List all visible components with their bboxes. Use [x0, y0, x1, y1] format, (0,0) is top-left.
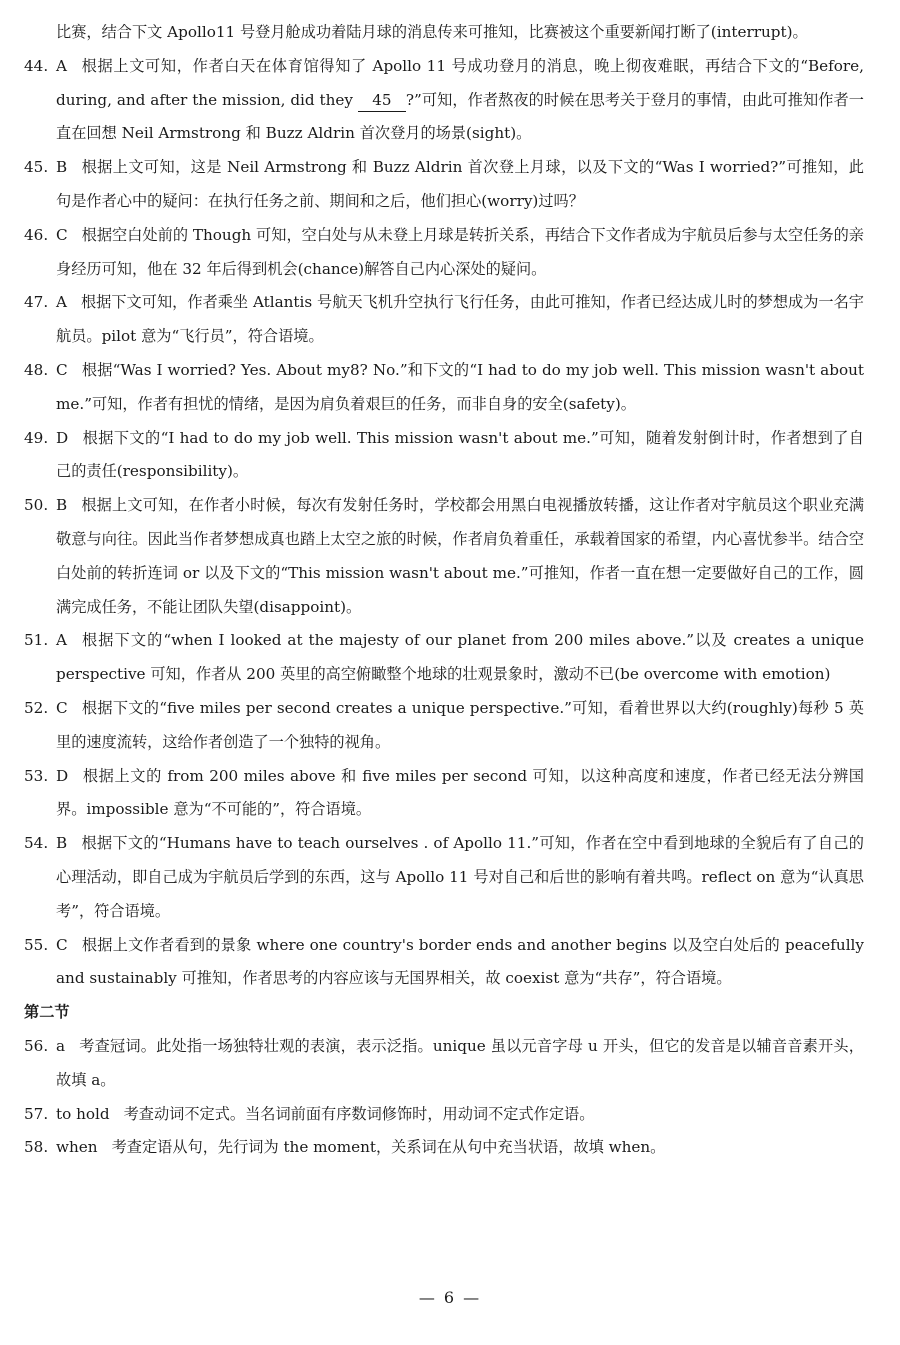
explanation-text: 根据上文作者看到的景象 where one country's border ends and another begins 以及空白处后的 peacefully and sustainably 可推知，作者思考的内容应该与无国界相关，故 coexist 意为“共存”，符合语境。 [56, 935, 864, 988]
answer-letter: B [56, 496, 68, 515]
question-number: 51. [24, 631, 49, 650]
answer-item-47 [24, 286, 864, 354]
explanation-text: 根据上文可知，作者白天在体育馆得知了 Apollo 11 号成功登月的消息，晚上彻夜难眠，再结合下文的“Before, during, and after the mission, did they [56, 56, 864, 109]
question-number: 50. [24, 496, 49, 515]
explanation-text: 根据上文的 from 200 miles above 和 five miles per second 可知，以这种高度和速度，作者已经无法分辨国界。impossible 意为“不可能的”，符合语境。 [56, 766, 864, 819]
answer-item-55 [24, 929, 864, 997]
answer-item-51 [24, 624, 864, 692]
explanation-text: 根据下文可知，作者乘坐 Atlantis 号航天飞机升空执行飞行任务，由此可推知，作者已经达成儿时的梦想成为一名宇航员。pilot 意为“飞行员”，符合语境。 [56, 293, 864, 346]
explanation-text: ?”可知，作者熬夜的时候在思考关于登月的事情，由此可推知作者一直在回想 Neil Armstrong 和 Buzz Aldrin 首次登月的场景(sight)。 [56, 90, 864, 143]
answer-letter: C [56, 935, 68, 954]
question-number: 53. [24, 766, 49, 785]
explanation-text: 根据上文可知，在作者小时候，每次有发射任务时，学校都会用黑白电视播放转播，这让作者对宇航员这个职业充满敬意与向往。因此当作者梦想成真也踏上太空之旅的时候，作者肩负着重任，承载着国家的希望，内心喜忧参半。结合空白处前的转折连词 or 以及下文的“This mission wasn't about me.”可推知，作者一直在想一定要做好自己的工作，圆满完成任务，不能让团队失望(disappoint)。 [56, 496, 864, 616]
answer-word: a [56, 1036, 66, 1055]
question-number: 58. [24, 1138, 49, 1157]
answer-letter: C [56, 360, 68, 379]
answer-item-45 [24, 151, 864, 219]
answer-letter: C [56, 225, 68, 244]
answer-item-56 [24, 1030, 864, 1098]
answer-item-54 [24, 827, 864, 928]
explanation-text: 考查动词不定式。当名词前面有序数词修饰时，用动词不定式作定语。 [123, 1104, 595, 1123]
explanation-text: 考查定语从句，先行词为 the moment，关系词在从句中充当状语，故填 when。 [111, 1138, 666, 1157]
explanation-text: 根据下文的“Humans have to teach ourselves . of Apollo 11.”可知，作者在空中看到地球的全貌后有了自己的心理活动，即自己成为宇航员后学到的东西，这与 Apollo 11 号对自己和后世的影响有着共鸣。reflect on 意为“认真思考”，符合语境。 [56, 834, 864, 920]
answer-item-44 [24, 50, 864, 151]
answer-letter: A [56, 631, 67, 650]
explanation-text: 根据下文的“five miles per second creates a unique perspective.”可知，看着世界以大约(roughly)每秒 5 英里的速度流转，这给作者创造了一个独特的视角。 [56, 698, 864, 751]
answer-letter: B [56, 158, 68, 177]
question-number: 49. [24, 428, 49, 447]
answer-item-49 [24, 422, 864, 490]
answer-item-58 [24, 1131, 864, 1165]
question-number: 54. [24, 834, 49, 853]
answer-letter: D [56, 766, 69, 785]
blank-45: 45 [358, 89, 406, 112]
answer-letter: D [56, 428, 69, 447]
answer-letter: B [56, 834, 68, 853]
question-number: 46. [24, 225, 49, 244]
question-number: 55. [24, 935, 49, 954]
answer-item-52 [24, 692, 864, 760]
question-number: 56. [24, 1036, 49, 1055]
continuation-paragraph: 比赛，结合下文 Apollo11 号登月舱成功着陆月球的消息传来可推知，比赛被这个重要新闻打断了(interrupt)。 [56, 23, 808, 41]
question-number: 48. [24, 360, 49, 379]
answer-item-50 [24, 489, 864, 624]
answer-item-57 [24, 1098, 864, 1132]
question-number: 52. [24, 698, 49, 717]
answer-item-53 [24, 760, 864, 828]
section-heading: 第二节 [24, 1003, 70, 1022]
explanation-text: 根据下文的“when I looked at the majesty of our planet from 200 miles above.”以及 creates a unique perspective 可知，作者从 200 英里的高空俯瞰整个地球的壮观景象时，激动不已(be overcome with emotion) [56, 631, 864, 684]
explanation-text: 根据下文的“I had to do my job well. This mission wasn't about me.”可知，随着发射倒计时，作者想到了自己的责任(responsibility)。 [56, 428, 864, 481]
answer-letter: C [56, 698, 68, 717]
answer-letter: A [56, 293, 67, 312]
explanation-text: 根据“Was I worried? Yes. About my8? No.”和下文的“I had to do my job well. This mission wasn't about me.”可知，作者有担忧的情绪，是因为肩负着艰巨的任务，而非自身的安全(safety)。 [56, 360, 864, 413]
answer-word: to hold [56, 1104, 110, 1123]
answer-letter: A [56, 56, 67, 75]
answer-item-48 [24, 354, 864, 422]
question-number: 44. [24, 56, 49, 75]
question-number: 47. [24, 293, 49, 312]
explanation-text: 根据空白处前的 Though 可知，空白处与从未登上月球是转折关系，再结合下文作者成为宇航员后参与太空任务的亲身经历可知，他在 32 年后得到机会(chance)解答自己内心深处的疑问。 [56, 225, 864, 278]
explanation-text: 考查冠词。此处指一场独特壮观的表演，表示泛指。unique 虽以元音字母 u 开头，但它的发音是以辅音音素开头，故填 a。 [56, 1036, 864, 1089]
question-number: 45. [24, 158, 49, 177]
answer-word: when [56, 1138, 98, 1157]
explanation-text: 根据上文可知，这是 Neil Armstrong 和 Buzz Aldrin 首次登上月球，以及下文的“Was I worried?”可推知，此句是作者心中的疑问：在执行任务之前、期间和之后，他们担心(worry)过吗？ [56, 158, 864, 210]
question-number: 57. [24, 1104, 49, 1123]
answer-item-46 [24, 219, 864, 287]
page-number: — 6 — [418, 1288, 482, 1307]
answer-explanations [24, 16, 864, 1165]
